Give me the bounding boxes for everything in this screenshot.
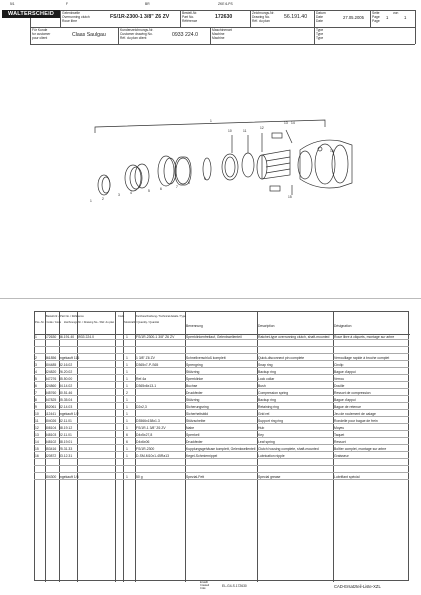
cell-de: Druckfeder	[186, 440, 203, 444]
table-row	[34, 425, 409, 431]
customer-value: Claas Saulgau	[72, 32, 106, 38]
cell-note: D365x7-P-S65	[136, 363, 159, 367]
cell-drawing: 80.51.46	[59, 391, 73, 395]
type-label-2: Type	[316, 32, 324, 36]
callout-3: 3	[118, 193, 120, 197]
callout-1-top: 1	[210, 119, 212, 123]
table-row	[34, 369, 409, 375]
cell-pos: 3	[35, 363, 37, 367]
date-label-3: Date	[316, 19, 323, 23]
cell-qty: 1	[126, 335, 128, 339]
part-value: 172630	[215, 14, 233, 20]
customer-label-3: pour client	[32, 36, 48, 40]
cell-en: Backup ring	[258, 370, 276, 374]
cell-en: Grid ref.	[258, 412, 271, 416]
cell-en: Leaf spring	[258, 440, 275, 444]
cell-drawing: 05.35.04	[59, 398, 73, 402]
cell-note: FS/1R-1 3/8" Z6 ZV	[136, 426, 166, 430]
page-of-label: von	[393, 11, 399, 15]
cell-fr: Bague d'appui	[334, 398, 356, 402]
callout-16: 16	[330, 149, 334, 153]
cell-code: 324820	[45, 370, 57, 374]
cell-en: Lock collar	[258, 377, 275, 381]
cell-en: Ratchet-type overrunning clutch, shaft-mounted	[258, 335, 330, 339]
cell-en: Compression spring	[258, 391, 289, 395]
cell-drawing: Ingekauft 116	[59, 356, 80, 360]
table-row	[34, 341, 409, 347]
cell-en: Special grease	[258, 475, 281, 479]
th-french: Désignation	[334, 324, 352, 328]
table-row	[34, 355, 409, 361]
cell-fr: Ressort de compression	[334, 391, 371, 395]
cell-en: Backup ring	[258, 398, 276, 402]
cell-drawing: 58.19.12	[59, 426, 73, 430]
cell-code: 112441	[45, 412, 57, 416]
cell-fr: Verrou	[334, 377, 344, 381]
cell-qty: 1	[126, 384, 128, 388]
cell-note: D3566x158x1.3	[136, 419, 160, 423]
footer-title: CAD-Ersatzteil-Liste-XZL	[334, 584, 381, 589]
table-row	[34, 439, 409, 445]
cell-en: Key	[258, 433, 264, 437]
cell-qty: 1	[126, 363, 128, 367]
th-pos: Pos.-Nr. / Code / Code	[35, 321, 62, 324]
cell-note: 50 g	[136, 475, 143, 479]
ring-part-5	[158, 156, 174, 186]
callout-13: 13	[284, 121, 288, 125]
drawing-label-3: Réf. du plan	[252, 19, 270, 23]
cell-note: FS/1R-2300-1 3/8" Z6 ZV	[136, 335, 175, 339]
cell-fr: Graisseur	[334, 454, 349, 458]
cell-de: Stützring	[186, 398, 200, 402]
th-english: Description	[258, 324, 275, 328]
cell-pos: 11	[35, 419, 39, 423]
type-label-1: Type	[316, 28, 324, 32]
th-german: Benennung	[186, 324, 203, 328]
cell-note: Ref.4a	[136, 377, 146, 381]
table-row	[34, 411, 409, 417]
cell-drawing: 85.50.00	[59, 377, 73, 381]
cell-pos: 13	[35, 433, 39, 437]
cell-qty: 1	[126, 370, 128, 374]
table-row	[34, 418, 409, 424]
cell-pos: 1	[35, 335, 37, 339]
cell-de: Sprengring	[186, 363, 203, 367]
cell-qty: 6	[126, 433, 128, 437]
created-label-3: Créé	[200, 587, 206, 590]
cell-pos: 4	[35, 370, 37, 374]
cell-qty: 1	[126, 475, 128, 479]
cell-qty: 1	[126, 398, 128, 402]
cell-code: 345760	[45, 391, 57, 395]
cell-drawing: 25.31.33	[59, 447, 73, 451]
cell-qty: 1	[126, 412, 128, 416]
cell-qty: 1	[126, 419, 128, 423]
table-row	[34, 334, 409, 340]
table-row	[34, 467, 409, 473]
cell-code: 172630	[45, 335, 57, 339]
top-mark-left2: F	[66, 2, 69, 6]
cell-de: Sperrkeil	[186, 433, 200, 437]
cell-de: Stützscheibe	[186, 419, 206, 423]
cell-qty: 1	[126, 377, 128, 381]
cell-en: Snap ring	[258, 363, 273, 367]
cell-de: Stützring	[186, 370, 200, 374]
cell-qty: 1	[126, 356, 128, 360]
table-row	[34, 404, 409, 410]
cust-drawing-value: 0933 224.0	[172, 32, 198, 38]
cell-de: Kupplungsgehäuse komplett, Gelenkwellenteil	[186, 447, 256, 451]
cell-pos: 6	[35, 384, 37, 388]
table-row	[34, 376, 409, 382]
cell-en: Lubrication nipple	[258, 454, 285, 458]
cell-fr: Bague de retenue	[334, 405, 361, 409]
cust-drawing-label-2: Customer drawing No.	[120, 32, 153, 36]
callout-8: 8	[188, 181, 190, 185]
cell-fr: Bague d'appui	[334, 370, 356, 374]
cell-pos: 5	[35, 377, 37, 381]
created-value: EL-G4-S.172630	[222, 584, 247, 588]
part-label-3: Référence	[182, 19, 198, 23]
cell-qty: 1	[126, 447, 128, 451]
table-row	[34, 446, 409, 452]
cust-drawing-label-3: Réf. du plan client	[120, 36, 147, 40]
cell-de: Kegel-Schmiernippel	[186, 454, 218, 458]
table-row	[34, 397, 409, 403]
cell-note: D4x6x06	[136, 440, 150, 444]
cell-en: Bush	[258, 384, 266, 388]
cell-code: 353416	[45, 447, 57, 451]
cell-pos: 14	[35, 440, 39, 444]
cell-pos: 15	[35, 447, 39, 451]
customer-label-1: Für Kunde	[32, 28, 48, 32]
cell-de: Spezial-Fett	[186, 475, 205, 479]
cell-code: 304485	[45, 363, 57, 367]
cell-fr: Lubrifiant spécial	[334, 475, 360, 479]
part-label-2: Part No.	[182, 15, 195, 19]
page-fold	[0, 298, 421, 299]
callout-9: 9	[204, 177, 206, 181]
cell-de: Druckfeder	[186, 391, 203, 395]
walterscheid-logo: WALTERSCHEID	[2, 10, 60, 18]
callout-14: 14	[291, 121, 295, 125]
page-label-2: Page	[372, 15, 380, 19]
cell-note: 1 3/8" Z6 ZV	[136, 356, 155, 360]
cell-pos: 2	[35, 356, 37, 360]
date-label-1: Datum	[316, 11, 326, 15]
cell-fr: Taquet	[334, 433, 345, 437]
created-label-1: Erstellt	[200, 581, 208, 584]
cell-drawing: 82.11.01	[59, 419, 72, 423]
key-part-13	[272, 133, 282, 138]
spring-part-14	[270, 186, 280, 191]
desc-label-fr: Roue libre	[62, 19, 78, 23]
cell-pos: 12	[35, 426, 39, 430]
cell-drawing: 88.19.01	[59, 440, 73, 444]
table-row	[34, 390, 409, 396]
machine-label-1: Maschinenart	[212, 28, 232, 32]
cell-pos: 9	[35, 405, 37, 409]
cell-de: Nabe	[186, 426, 195, 430]
callout-7: 7	[176, 185, 178, 189]
cell-qty: 1	[126, 426, 128, 430]
cell-en: Support ring ring	[258, 419, 284, 423]
table-row	[34, 453, 409, 459]
cell-code: 304026	[45, 419, 57, 423]
th-note: Kurzbeschreibung / Technical details / Type	[136, 315, 186, 318]
callout-5: 5	[148, 189, 150, 193]
cell-drawing: 84.14.02	[59, 384, 73, 388]
cell-note: D2x2,3	[136, 405, 147, 409]
cell-de: Schnellverschluß komplett	[186, 356, 226, 360]
cell-drawing: 82.16.02	[59, 363, 73, 367]
cell-code: 361856	[45, 356, 57, 360]
cell-fr: Verrouillage rapide à broche complet	[334, 356, 390, 360]
cell-fr: Moyeu	[334, 426, 345, 430]
table-row	[34, 474, 409, 480]
table-row	[34, 348, 409, 354]
cell-code: 324860	[45, 384, 57, 388]
cell-drawing: 82.14.03	[59, 405, 73, 409]
cell-en: Retaining ring	[258, 405, 279, 409]
date-value: 27.05.2005	[343, 15, 364, 20]
machine-label-2: Machine	[212, 32, 225, 36]
created-label-2: Created	[200, 584, 210, 587]
customer-label-2: for customer	[32, 32, 51, 36]
cell-note: D-SM-M10x1-45Ra13	[136, 454, 169, 458]
cell-note: D365x6x13-1	[136, 384, 157, 388]
drawing-label-1: Zeichnungs-Nr.	[252, 11, 275, 15]
page-label-3: Page	[372, 19, 380, 23]
cell-de: Sperrklinke	[186, 377, 203, 381]
cell-de: Sicherungsring	[186, 405, 209, 409]
part-label-1: Bestell-Nr.	[182, 11, 198, 15]
cell-qty: 2	[126, 391, 128, 395]
cell-fr: Jeu de roulement de calage	[334, 412, 376, 416]
callout-11: 11	[243, 129, 247, 133]
callout-4: 4	[130, 191, 132, 195]
machine-label-3: Machine	[212, 36, 225, 40]
cell-en: Clutch housing complete, shaft-mounted	[258, 447, 319, 451]
cell-code: 304300	[45, 475, 57, 479]
callout-2: 2	[102, 197, 104, 201]
ring-part-10	[222, 154, 238, 180]
cell-note: D4x5x27,8	[136, 433, 153, 437]
cell-drawing: Ingekauft 1/6	[59, 475, 79, 479]
cell-pos: 10	[35, 412, 39, 416]
cell-qty: 1	[126, 405, 128, 409]
cell-de: Sicherheitsbild	[186, 412, 209, 416]
cell-qty: 1	[126, 454, 128, 458]
page-value: 1	[386, 15, 389, 20]
cell-drawing: 26.20.02	[59, 370, 73, 374]
footer-rule	[34, 580, 409, 581]
desc-label-en: Overrunning clutch	[62, 15, 90, 19]
cell-qty: 6	[126, 440, 128, 444]
cell-code: 352061	[45, 405, 57, 409]
cell-de: Sperrklinkenfreilauf, Gelenkwellenteil	[186, 335, 242, 339]
cell-fr: Circlip	[334, 363, 344, 367]
date-label-2: Date	[316, 15, 323, 19]
cell-pos: 16	[35, 454, 39, 458]
desc-value: FS/1R-2300-1 3/8" Z6 ZV	[110, 14, 170, 20]
callout-6: 6	[160, 187, 162, 191]
callout-1-bottom: 1	[90, 199, 92, 203]
th-drawing: Zeichnungs-Nr. / Drawing No. / Réf. du plan	[64, 321, 115, 324]
desc-label-de: Gelenkwelle	[62, 11, 80, 15]
cell-drawing: Ingekauft 1/2	[59, 412, 79, 416]
cell-fr: Rondelle pour bague de frein	[334, 419, 378, 423]
th-part-no: Bestell-Nr. / Part No. / Référence	[46, 315, 84, 318]
cell-code: 347276	[45, 377, 57, 381]
cell-en: Hub	[258, 426, 265, 430]
ring-part-11	[242, 153, 254, 177]
page-label-1: Seite	[372, 11, 380, 15]
top-mark-right: ZKE 6-PS	[218, 2, 233, 6]
table-row	[34, 362, 409, 368]
th-qty: Stückzahl / Quantity / Quantité	[124, 321, 160, 324]
cell-fr: Boîtier complet, montage sur arbre	[334, 447, 387, 451]
cell-fr: Douille	[334, 384, 345, 388]
callout-15: 15	[288, 195, 292, 199]
cell-fr: Roue libre à cliquets, montage sur arbre	[334, 335, 395, 339]
drawing-value: 56.191.40	[284, 14, 308, 20]
table-row	[34, 432, 409, 438]
cell-code: 320872	[45, 454, 57, 458]
cell-en: Quick-disconnect pin complete	[258, 356, 305, 360]
cell-de: Buchse	[186, 384, 198, 388]
th-code: Code	[118, 315, 125, 318]
cell-drawing: 83.12.31	[59, 454, 73, 458]
top-mark-left: 5/1	[10, 2, 15, 6]
cell-code: 347825	[45, 398, 57, 402]
cust-drawing-label-1: Kundenzeichnungs-Nr.	[120, 28, 154, 32]
cell-code: 348103	[45, 433, 57, 437]
page-of-value: 1	[404, 15, 407, 20]
cell-code: 348102	[45, 440, 57, 444]
exploded-view-drawing	[0, 75, 421, 215]
cell-fr: Ressort	[334, 440, 346, 444]
cell-pos: 7	[35, 391, 37, 395]
top-mark-mid: BR	[145, 2, 150, 6]
cell-drw2: 0933 224.0	[77, 335, 94, 339]
cell-drawing: 02.11.01	[59, 433, 72, 437]
type-label-3: Type	[316, 36, 324, 40]
drawing-label-2: Drawing No.	[252, 15, 271, 19]
cell-drawing: 56.191.40	[59, 335, 75, 339]
callout-10: 10	[228, 129, 232, 133]
callout-12: 12	[260, 126, 264, 130]
cell-code: 308104	[45, 426, 57, 430]
table-row	[34, 383, 409, 389]
table-row	[34, 460, 409, 466]
cell-note: FS/1R-2300	[136, 447, 155, 451]
cell-pos: 8	[35, 398, 37, 402]
